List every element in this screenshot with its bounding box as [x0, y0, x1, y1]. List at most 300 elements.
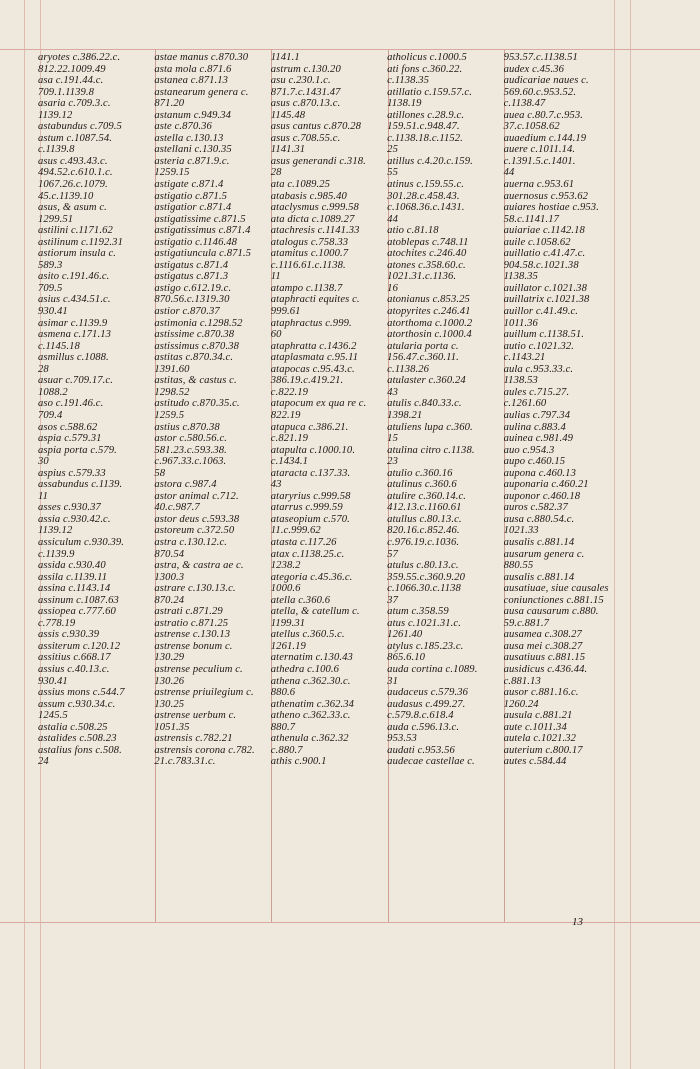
index-entry: 130.29 — [154, 652, 185, 664]
index-entry: 870.54 — [154, 548, 185, 560]
index-entry: audati c.953.56 — [387, 744, 455, 756]
index-entry: 1259.5 — [154, 409, 185, 421]
index-entry: asimar c.1139.9 — [38, 317, 108, 329]
index-entry: c.1143.21 — [503, 352, 546, 364]
index-entry: 1021.33 — [503, 525, 539, 537]
index-entry: aulina c.883.4 — [503, 421, 566, 433]
index-entry: astoreum c.372.50 — [154, 525, 235, 537]
index-entry: 1299.51 — [38, 213, 74, 225]
index-entry: atum c.358.59 — [387, 606, 449, 618]
index-entry: asteria c.871.9.c. — [154, 155, 230, 167]
index-entry: atuliens lupa c.360. — [387, 421, 473, 433]
index-entry: c.1139.8 — [38, 144, 75, 156]
index-entry: atalogus c.758.33 — [270, 236, 349, 248]
index-entry: asos c.588.62 — [38, 421, 98, 433]
index-entry: auillor c.41.49.c. — [503, 306, 579, 318]
index-entry: auo c.954.3 — [503, 444, 555, 456]
index-entry: asus c.870.13.c. — [270, 98, 341, 110]
index-entry: astitas c.870.34.c. — [154, 352, 234, 364]
index-entry: auros c.582.37 — [503, 502, 568, 514]
index-entry: auda cortina c.1089. — [387, 663, 478, 675]
index-entry: astrensis c.782.21 — [154, 733, 233, 745]
index-entry: athenula c.362.32 — [270, 733, 349, 745]
index-entry: 359.55.c.360.9.20 — [387, 571, 466, 583]
index-entry: assabundus c.1139. — [38, 479, 123, 491]
index-entry: aspia c.579.31 — [38, 433, 102, 445]
index-entry: aupo c.460.15 — [503, 456, 566, 468]
index-entry: 709.1.1139.8 — [38, 86, 95, 98]
index-entry: audasus c.499.27. — [387, 698, 466, 710]
index-entry: 581.23.c.593.38. — [154, 444, 227, 456]
index-entry: 23 — [387, 456, 398, 468]
index-entry: auere c.1011.14. — [503, 144, 576, 156]
index-entry: astigatissimus c.871.4 — [154, 225, 251, 237]
index-entry: 870.24 — [154, 594, 185, 606]
index-entry: 60 — [270, 329, 282, 341]
index-entry: assitius c.668.17 — [38, 652, 111, 664]
index-entry: 569.60.c.953.52. — [503, 86, 577, 98]
index-entry: atulire c.360.14.c. — [387, 490, 467, 502]
index-entry: asa c.191.44.c. — [38, 75, 104, 87]
index-entry: 25 — [387, 144, 398, 156]
index-entry: c.579.8.c.618.4 — [387, 710, 454, 722]
index-entry: asito c.191.46.c. — [38, 271, 110, 283]
index-entry: aternatim c.130.43 — [270, 652, 353, 664]
index-entry: 589.3 — [38, 259, 63, 271]
index-entry: ataryrius c.999.58 — [270, 490, 351, 502]
index-entry: 930.41 — [38, 675, 68, 687]
index-entry: 1398.21 — [387, 409, 423, 421]
index-entry: assius mons c.544.7 — [38, 687, 125, 699]
index-entry: ausula c.881.21 — [503, 710, 573, 722]
index-entry: astitas, & castus c. — [154, 375, 237, 387]
index-entry: 11.c.999.62 — [270, 525, 321, 537]
index-entry: astor c.580.56.c. — [154, 433, 228, 445]
index-entry: 1021.31.c.1136. — [387, 271, 457, 283]
index-entry: astigatus c.871.3 — [154, 271, 229, 283]
index-entry: 45.c.1139.10 — [38, 190, 94, 202]
index-entry: auillum c.1138.51. — [503, 329, 585, 341]
index-entry: astor deus c.593.38 — [154, 513, 240, 525]
index-entry: astra, & castra ae c. — [154, 560, 244, 572]
index-entry: atapocum ex qua re c. — [270, 398, 367, 410]
index-entry: audecae castellae c. — [387, 756, 475, 768]
index-entry: 21.c.783.31.c. — [154, 756, 216, 768]
index-column-2 — [148, 50, 264, 926]
index-entry: audicariae naues c. — [503, 75, 589, 87]
index-entry: astigate c.871.4 — [154, 179, 224, 191]
index-entry: c.1139.9 — [38, 548, 75, 560]
index-entry: 44 — [387, 213, 398, 225]
index-entry: aspius c.579.33 — [38, 467, 106, 479]
index-entry: 30 — [38, 456, 49, 468]
index-entry: asaria c.709.3.c. — [38, 98, 111, 110]
index-entry: asu c.230.1.c. — [270, 75, 331, 87]
index-entry: auponaria c.460.21 — [503, 479, 589, 491]
index-entry: ausamea c.308.27 — [503, 629, 582, 641]
index-entry: astum c.1087.54. — [38, 132, 112, 144]
index-entry: asuar c.709.17.c. — [38, 375, 113, 387]
index-entry: atorthosin c.1000.4 — [387, 329, 472, 341]
index-entry: assila c.1139.11 — [38, 571, 108, 583]
index-entry: 130.25 — [154, 698, 185, 710]
index-entry: 1011.36 — [503, 317, 538, 329]
index-entry: atulio c.360.16 — [387, 467, 453, 479]
index-entry: auea c.80.7.c.953. — [503, 109, 584, 121]
index-entry: aupona c.460.13 — [503, 467, 576, 479]
index-column-4 — [381, 50, 497, 926]
index-entry: atochites c.246.40 — [387, 248, 467, 260]
index-entry: 58 — [154, 467, 166, 479]
index-entry: astius c.870.38 — [154, 421, 220, 433]
index-entry: c.1434.1 — [270, 456, 309, 468]
index-entry: atones c.358.60.c. — [387, 259, 466, 271]
index-entry: atapulta c.1000.10. — [270, 444, 356, 456]
index-entry: 16 — [387, 282, 398, 294]
index-entry: ata c.1089.25 — [270, 179, 331, 191]
index-entry: auponor c.460.18 — [503, 490, 581, 502]
index-entry: c.1138.26 — [387, 363, 430, 375]
index-entry: c.1391.5.c.1401. — [503, 155, 576, 167]
index-entry: ausatiuae, siue causales — [503, 583, 609, 595]
index-entry: ausa causarum c.880. — [503, 606, 599, 618]
left-margin-line — [24, 0, 25, 1069]
index-entry: astigo c.612.19.c. — [154, 282, 232, 294]
index-entry: 820.16.c.852.46. — [387, 525, 460, 537]
index-entry: aulias c.797.34 — [503, 409, 571, 421]
index-entry: 880.6 — [270, 687, 296, 699]
index-entry: aspia porta c.579. — [38, 444, 117, 456]
index-entry: 1261.40 — [387, 629, 423, 641]
index-entry: astra c.130.12.c. — [154, 536, 228, 548]
index-entry: 822.19 — [270, 409, 301, 421]
index-entry: 1238.2 — [270, 560, 301, 572]
index-entry: 1259.15 — [154, 167, 190, 179]
index-entry: astigatio c.1146.48 — [154, 236, 238, 248]
index-entry: 1000.6 — [270, 583, 301, 595]
index-entry: astanearum genera c. — [154, 86, 249, 98]
index-entry: atylus c.185.23.c. — [387, 640, 464, 652]
index-entry: astrense uerbum c. — [154, 710, 237, 722]
index-entry: atulaster c.360.24 — [387, 375, 466, 387]
page-number: 13 — [572, 916, 583, 928]
index-entry: c.880.7 — [270, 744, 303, 756]
index-entry: assiopea c.777.60 — [38, 606, 116, 618]
index-entry: c.1138.35 — [387, 75, 430, 87]
index-entry: auinea c.981.49 — [503, 433, 574, 445]
index-entry: assinum c.1087.63 — [38, 594, 119, 606]
index-entry: atillones c.28.9.c. — [387, 109, 465, 121]
index-entry: athenatim c.362.34 — [270, 698, 355, 710]
index-entry: 1199.31 — [270, 617, 306, 629]
index-entry: 1067.26.c.1079. — [38, 179, 108, 191]
index-entry: 1138.35 — [503, 271, 538, 283]
index-entry: astrense bonum c. — [154, 640, 233, 652]
index-entry: astigatissime c.871.5 — [154, 213, 246, 225]
index-entry: ataclysmus c.999.58 — [270, 202, 359, 214]
index-entry: c.778.19 — [38, 617, 76, 629]
index-entry: aryotes c.386.22.c. — [38, 52, 121, 63]
index-entry: 15 — [387, 433, 398, 445]
index-entry: 11 — [270, 271, 281, 283]
index-entry: auerna c.953.61 — [503, 179, 575, 191]
index-entry: 55 — [387, 167, 398, 179]
index-entry: 930.41 — [38, 306, 68, 318]
index-entry: asta mola c.871.6 — [154, 63, 232, 75]
index-entry: astissime c.870.38 — [154, 329, 235, 341]
right-margin-line — [614, 0, 615, 1069]
index-entry: 44 — [503, 167, 515, 179]
index-entry: atillatio c.159.57.c. — [387, 86, 472, 98]
index-entry: atio c.81.18 — [387, 225, 439, 237]
index-entry: astitudo c.870.35.c. — [154, 398, 240, 410]
index-entry: atapuca c.386.21. — [270, 421, 349, 433]
index-entry: assida c.930.40 — [38, 560, 106, 572]
index-entry: atachresis c.1141.33 — [270, 225, 360, 237]
index-entry: ausatiuus c.881.15 — [503, 652, 586, 664]
index-entry: assis c.930.39 — [38, 629, 100, 641]
index-entry: ataphratta c.1436.2 — [270, 340, 357, 352]
index-entry: c.881.13 — [503, 675, 541, 687]
index-entry: astrense c.130.13 — [154, 629, 231, 641]
index-entry: 1245.5 — [38, 710, 68, 722]
index-entry: atampo c.1138.7 — [270, 282, 343, 294]
index-entry: 24 — [38, 756, 49, 768]
index-entry: 1298.52 — [154, 386, 190, 398]
index-entry: 1145.48 — [270, 109, 306, 121]
index-entry: 1300.3 — [154, 571, 185, 583]
index-entry: ausalis c.881.14 — [503, 536, 575, 548]
index-entry: atasta c.117.26 — [270, 536, 337, 548]
index-entry: aso c.191.46.c. — [38, 398, 104, 410]
index-entry: 412.13.c.1160.61 — [387, 502, 462, 514]
index-entry: astor animal c.712. — [154, 490, 239, 502]
index-entry: astrati c.871.29 — [154, 606, 223, 618]
index-entry: 1088.2 — [38, 386, 68, 398]
index-entry: assina c.1143.14 — [38, 583, 111, 595]
index-entry: 40.c.987.7 — [154, 502, 200, 514]
index-entry: 1051.35 — [154, 721, 190, 733]
index-entry: astellani c.130.35 — [154, 144, 232, 156]
index-entry: ataseopium c.570. — [270, 513, 350, 525]
index-entry: 28 — [38, 363, 49, 375]
index-entry: assum c.930.34.c. — [38, 698, 116, 710]
index-entry: astae manus c.870.30 — [154, 52, 249, 63]
index-entry: 43 — [387, 386, 398, 398]
index-entry: 1138.19 — [387, 98, 422, 110]
index-entry: 871.20 — [154, 98, 185, 110]
index-entry: 709.4 — [38, 409, 63, 421]
index-entry: 1138.53 — [503, 375, 538, 387]
index-entry: ausa mei c.308.27 — [503, 640, 583, 652]
index-entry: assius c.40.13.c. — [38, 663, 110, 675]
index-entry: 156.47.c.360.11. — [387, 352, 459, 364]
index-entry: astella c.130.13 — [154, 132, 224, 144]
index-entry: c.822.19 — [270, 386, 309, 398]
index-entry: assiculum c.930.39. — [38, 536, 125, 548]
index-entry: c.1116.61.c.1138. — [270, 259, 346, 271]
index-entry: auiares hostiae c.953. — [503, 202, 599, 214]
index-entry: asus c.708.55.c. — [270, 132, 341, 144]
index-entry: auaedium c.144.19 — [503, 132, 587, 144]
index-entry: ausa c.880.54.c. — [503, 513, 575, 525]
index-entry: atella, & catellum c. — [270, 606, 360, 618]
index-entry: atopyrites c.246.41 — [387, 306, 471, 318]
index-entry: 865.6.10 — [387, 652, 426, 664]
index-entry: auile c.1058.62 — [503, 236, 571, 248]
index-entry: atheno c.362.33.c. — [270, 710, 351, 722]
index-entry: 11 — [38, 490, 49, 502]
index-entry: atus c.1021.31.c. — [387, 617, 461, 629]
index-column-1 — [32, 50, 148, 926]
index-entry: astanum c.949.34 — [154, 109, 232, 121]
index-entry: astora c.987.4 — [154, 479, 217, 491]
index-entry: astrense peculium c. — [154, 663, 243, 675]
index-entry: ata dicta c.1089.27 — [270, 213, 355, 225]
index-entry: autes c.584.44 — [503, 756, 567, 768]
index-entry: c.1066.30.c.1138 — [387, 583, 461, 595]
index-entry: 37.c.1058.62 — [503, 121, 560, 133]
index-entry: auillatio c.41.47.c. — [503, 248, 586, 260]
index-entry: atholicus c.1000.5 — [387, 52, 467, 63]
index-entry: atax c.1138.25.c. — [270, 548, 345, 560]
index-entry: astigatior c.871.4 — [154, 202, 232, 214]
index-entry: 386.19.c.419.21. — [270, 375, 344, 387]
index-entry: 58.c.1141.17 — [503, 213, 559, 225]
index-entry: ausalis c.881.14 — [503, 571, 575, 583]
index-entry: astratio c.871.25 — [154, 617, 229, 629]
index-entry: coniunctiones c.881.15 — [503, 594, 604, 606]
index-entry: ausor c.881.16.c. — [503, 687, 579, 699]
index-entry: asmena c.171.13 — [38, 329, 111, 341]
index-entry: auiariae c.1142.18 — [503, 225, 585, 237]
index-entry: atorthoma c.1000.2 — [387, 317, 473, 329]
index-entry: c.1138.18.c.1152. — [387, 132, 463, 144]
index-entry: auda c.596.13.c. — [387, 721, 460, 733]
index-entry: auernosus c.953.62 — [503, 190, 589, 202]
index-entry: astissimus c.870.38 — [154, 340, 239, 352]
index-entry: atabasis c.985.40 — [270, 190, 347, 202]
index-entry: 999.61 — [270, 306, 301, 318]
index-entry: 1139.12 — [38, 525, 73, 537]
index-entry: autio c.1021.32. — [503, 340, 575, 352]
index-entry: c.967.33.c.1063. — [154, 456, 227, 468]
index-entry: c.1261.60 — [503, 398, 547, 410]
index-entry: 870.56.c.1319.30 — [154, 294, 230, 306]
index-entry: atella c.360.6 — [270, 594, 331, 606]
index-entry: audaceus c.579.36 — [387, 687, 469, 699]
index-entry: astiorum insula c. — [38, 248, 117, 260]
index-entry: atulina citro c.1138. — [387, 444, 475, 456]
index-entry: atamitus c.1000.7 — [270, 248, 349, 260]
index-entry: 130.26 — [154, 675, 185, 687]
index-entry: 1260.24 — [503, 698, 539, 710]
index-entry: c.1145.18 — [38, 340, 80, 352]
index-entry: 301.28.c.458.43. — [387, 190, 460, 202]
index-entry: atulus c.80.13.c. — [387, 560, 459, 572]
index-column-3 — [265, 50, 381, 926]
index-entry: 37 — [387, 594, 398, 606]
index-entry: assia c.930.42.c. — [38, 513, 111, 525]
index-entry: atarrus c.999.59 — [270, 502, 343, 514]
index-entry: ataphractus c.999. — [270, 317, 352, 329]
index-entry: autela c.1021.32 — [503, 733, 577, 745]
right-margin-line-2 — [630, 0, 631, 1069]
index-entry: asus generandi c.318. — [270, 155, 366, 167]
index-entry: 43 — [270, 479, 282, 491]
index-entry: 880.7 — [270, 721, 296, 733]
index-entry: atapocas c.95.43.c. — [270, 363, 355, 375]
index-entry: astrare c.130.13.c. — [154, 583, 236, 595]
index-entry: 953.53 — [387, 733, 417, 745]
index-entry: ati fons c.360.22. — [387, 63, 463, 75]
index-entry: atonianus c.853.25 — [387, 294, 470, 306]
index-entry: astimonia c.1298.52 — [154, 317, 243, 329]
index-entry: 59.c.881.7 — [503, 617, 549, 629]
index-entry: aules c.715.27. — [503, 386, 570, 398]
index-entry: astilini c.1171.62 — [38, 225, 113, 237]
index-entry: asus c.493.43.c. — [38, 155, 108, 167]
index-entry: 709.5 — [38, 282, 63, 294]
index-entry: astigatiuncula c.871.5 — [154, 248, 252, 260]
index-entry: 880.55 — [503, 560, 534, 572]
index-entry: astrum c.130.20 — [270, 63, 341, 75]
index-entry: athis c.900.1 — [270, 756, 327, 768]
index-entry: auillator c.1021.38 — [503, 282, 587, 294]
index-entry: 1141.1 — [270, 52, 300, 63]
index-entry: asses c.930.37 — [38, 502, 101, 514]
index-entry: 904.58.c.1021.38 — [503, 259, 579, 271]
index-entry: 1391.60 — [154, 363, 190, 375]
index-entry: 159.51.c.948.47. — [387, 121, 460, 133]
index-entry: ataplasmata c.95.11 — [270, 352, 359, 364]
index-entry: 1139.12 — [38, 109, 73, 121]
index-entry: athena c.362.30.c. — [270, 675, 351, 687]
index-entry: ataphracti equites c. — [270, 294, 360, 306]
index-entry: atoblepas c.748.11 — [387, 236, 469, 248]
index-entry: atulinus c.360.6 — [387, 479, 457, 491]
index-entry: c.1068.36.c.1431. — [387, 202, 465, 214]
index-entry: 57 — [387, 548, 398, 560]
index-entry: asus cantus c.870.28 — [270, 121, 362, 133]
index-entry: auillatrix c.1021.38 — [503, 294, 590, 306]
index-entry: astanea c.871.13 — [154, 75, 229, 87]
index-entry: c.821.19 — [270, 433, 309, 445]
index-entry: astrense priuilegium c. — [154, 687, 254, 699]
index-column-5 — [498, 50, 614, 926]
index-entry: asius c.434.51.c. — [38, 294, 111, 306]
index-entry: aute c.1011.34 — [503, 721, 567, 733]
index-entry: astrensis corona c.782. — [154, 744, 255, 756]
index-entry: astalides c.508.23 — [38, 733, 117, 745]
index-entry: 1141.31 — [270, 144, 306, 156]
index-entry: atellus c.360.5.c. — [270, 629, 345, 641]
index-entry: audex c.45.36 — [503, 63, 564, 75]
index-entry: aste c.870.36 — [154, 121, 212, 133]
index-entry: asus, & asum c. — [38, 202, 107, 214]
index-entry: astior c.870.37 — [154, 306, 220, 318]
index-entry: astigatus c.871.4 — [154, 259, 229, 271]
index-entry: 28 — [270, 167, 282, 179]
index-entry: auterium c.800.17 — [503, 744, 583, 756]
index-entry: c.976.19.c.1036. — [387, 536, 460, 548]
index-entry: asmillus c.1088. — [38, 352, 109, 364]
index-entry: astalius fons c.508. — [38, 744, 122, 756]
index-entry: 871.7.c.1431.47 — [270, 86, 341, 98]
index-entry: ausidicus c.436.44. — [503, 663, 588, 675]
index-entry: astilinum c.1192.31 — [38, 236, 123, 248]
index-entry: ataracta c.137.33. — [270, 467, 351, 479]
